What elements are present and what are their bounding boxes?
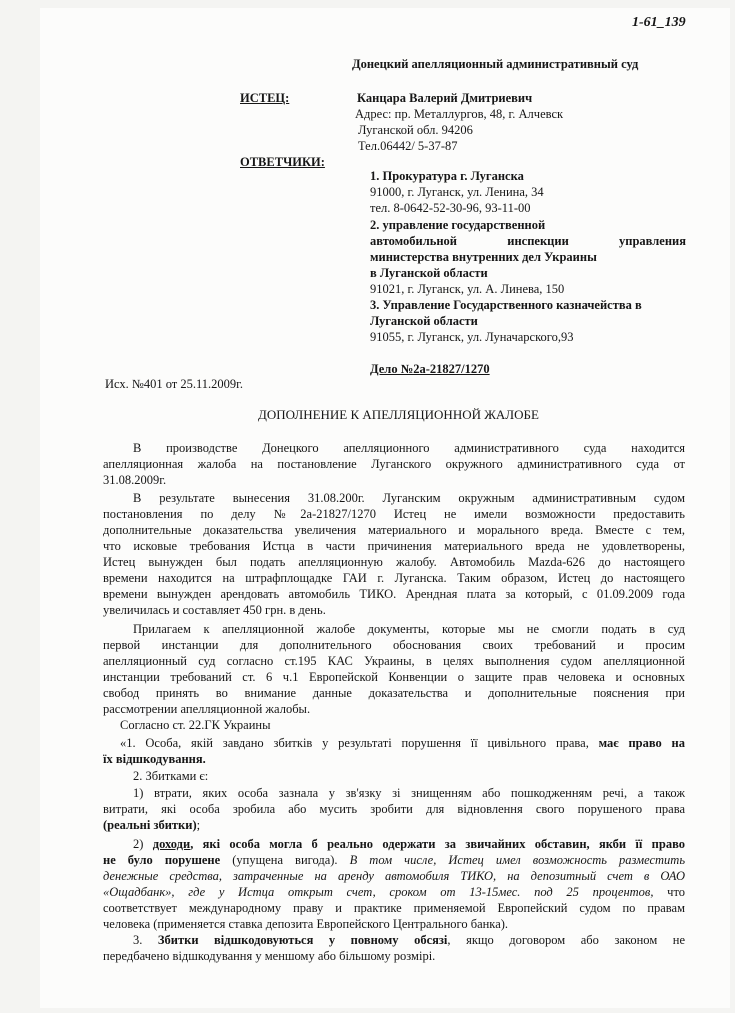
body-line: времени вынужден арендовать автомобиль ТИКО. Арендная плата за который, с 01.09.2009 года (103, 587, 685, 601)
defendant-2-title-line3: министерства внутренних дел Украины (370, 250, 597, 264)
defendant-3-title-line1: 3. Управление Государственного казначейства в (370, 298, 642, 312)
body-line: витрати, які особа зробила або мусить зробити для відновлення свого порушеного права (103, 802, 685, 816)
defendant-2-address: 91021, г. Луганск, ул. А. Линева, 150 (370, 282, 565, 296)
plaintiff-name: Канцара Валерий Дмитриевич (357, 91, 533, 105)
defendant-1-phone: тел. 8-0642-52-30-96, 93-11-00 (370, 201, 531, 215)
body-line: їх відшкодування. (103, 752, 206, 766)
defendant-2-title-line1: 2. управление государственной (370, 218, 546, 232)
body-line: не було порушене (упущена вигода). В том числе, Истец имел возможность разместить (103, 853, 686, 867)
body-line: что исковые требования Истца в части причинения материального вреда не удовлетворены, (103, 539, 685, 553)
body-line: 1) втрати, яких особа зазнала у зв'язку зі знищенням або пошкодженням речі, а також (133, 786, 685, 800)
body-line: (реальні збитки); (103, 818, 201, 832)
body-line: человека (применяется ставка депозита Европейского Центрального банка). (103, 917, 509, 931)
defendant-2-title-line2: автомобильной инспекции управления (370, 234, 686, 248)
body-line: «Ощадбанк», где у Истца открыт счет, сроком от 13-15мес. под 25 процентов, что (103, 885, 685, 899)
body-line: 3. Збитки відшкодовуються у повному обсязі, якщо договором або законом не (133, 933, 686, 947)
defendants-label: ОТВЕТЧИКИ: (240, 155, 325, 169)
defendant-3-title-line2: Луганской области (370, 314, 478, 328)
court-name: Донецкий апелляционный административный суд (352, 57, 639, 71)
defendant-1-address: 91000, г. Луганск, ул. Ленина, 34 (370, 185, 544, 199)
body-line: 2. Збитками є: (133, 769, 209, 783)
body-line: апелляционный суд согласно ст.195 КАС Украины, в целях выполнения судом апелляционной (103, 654, 685, 668)
body-line: Согласно ст. 22.ГК Украины (120, 718, 271, 732)
body-line: первой инстанции для дополнительного обоснования своих требований и просим (103, 638, 685, 652)
body-line: инстанции требований ст. 6 ч.1 Европейской Конвенции о защите прав человека и основных (103, 670, 685, 684)
plaintiff-address: Адрес: пр. Металлургов, 48, г. Алчевск (355, 107, 564, 121)
page-id: 1-61_139 (632, 15, 686, 30)
body-line: 2) доходи, які особа могла б реально одержати за звичайних обставин, якби її право (133, 837, 685, 851)
body-line: соответствует международному праву и практике применяемой Европейский судом по правам (103, 901, 685, 915)
body-line: 31.08.2009г. (103, 473, 167, 487)
defendant-1-title: 1. Прокуратура г. Луганска (370, 169, 524, 183)
defendant-2-title-line4: в Луганской области (370, 266, 488, 280)
body-line: Прилагаем к апелляционной жалобе документы, которые мы не смогли подать в суд (133, 622, 685, 636)
body-line: постановления по делу №2а-21827/1270 Истец не имели возможности предоставить (103, 507, 685, 521)
case-number: Дело №2а-21827/1270 (370, 362, 490, 376)
body-line: увеличилась и составляет 450 грн. в день. (103, 603, 326, 617)
body-line: Истец вынужден был подать апелляционную жалобу. Автомобиль Mazda-626 до настоящего (103, 555, 685, 569)
outgoing-number: Исх. №401 от 25.11.2009г. (105, 377, 244, 391)
body-line: дополнительные доказательства увеличения материального и морального вреда. Вместе с тем, (103, 523, 685, 537)
plaintiff-phone: Тел.06442/ 5-37-87 (358, 139, 458, 153)
body-line: В производстве Донецкого апелляционного административного суда находится (133, 441, 685, 455)
body-line: «1. Особа, якій завдано збитків у результаті порушення її цивільного права, має право на (120, 736, 685, 750)
defendant-3-address: 91055, г. Луганск, ул. Луначарского,93 (370, 330, 574, 344)
body-line: времени находится на штрафплощадке ГАИ г. Луганска. Таким образом, Истец до настоящего (103, 571, 685, 585)
document-title: ДОПОЛНЕНИЕ К АПЕЛЛЯЦИОННОЙ ЖАЛОБЕ (258, 407, 539, 422)
body-line: рассмотрении апелляционной жалобы. (103, 702, 311, 716)
body-line: В результате вынесения 31.08.200г. Луганским окружным административным судом (133, 491, 685, 505)
body-line: денежные средства, затраченные на аренду автомобиля ТИКО, на депозитный счет в ОАО (103, 869, 685, 883)
plaintiff-label: ИСТЕЦ: (240, 91, 290, 105)
body-line: передбачено відшкодування у меншому або більшому розмірі. (103, 949, 436, 963)
body-line: апелляционная жалоба на постановление Луганского окружного административного суда от (103, 457, 685, 471)
plaintiff-region: Луганской обл. 94206 (358, 123, 473, 137)
body-line: свобод принять во внимание данные доказательства и дополнительные пояснения при (103, 686, 685, 700)
